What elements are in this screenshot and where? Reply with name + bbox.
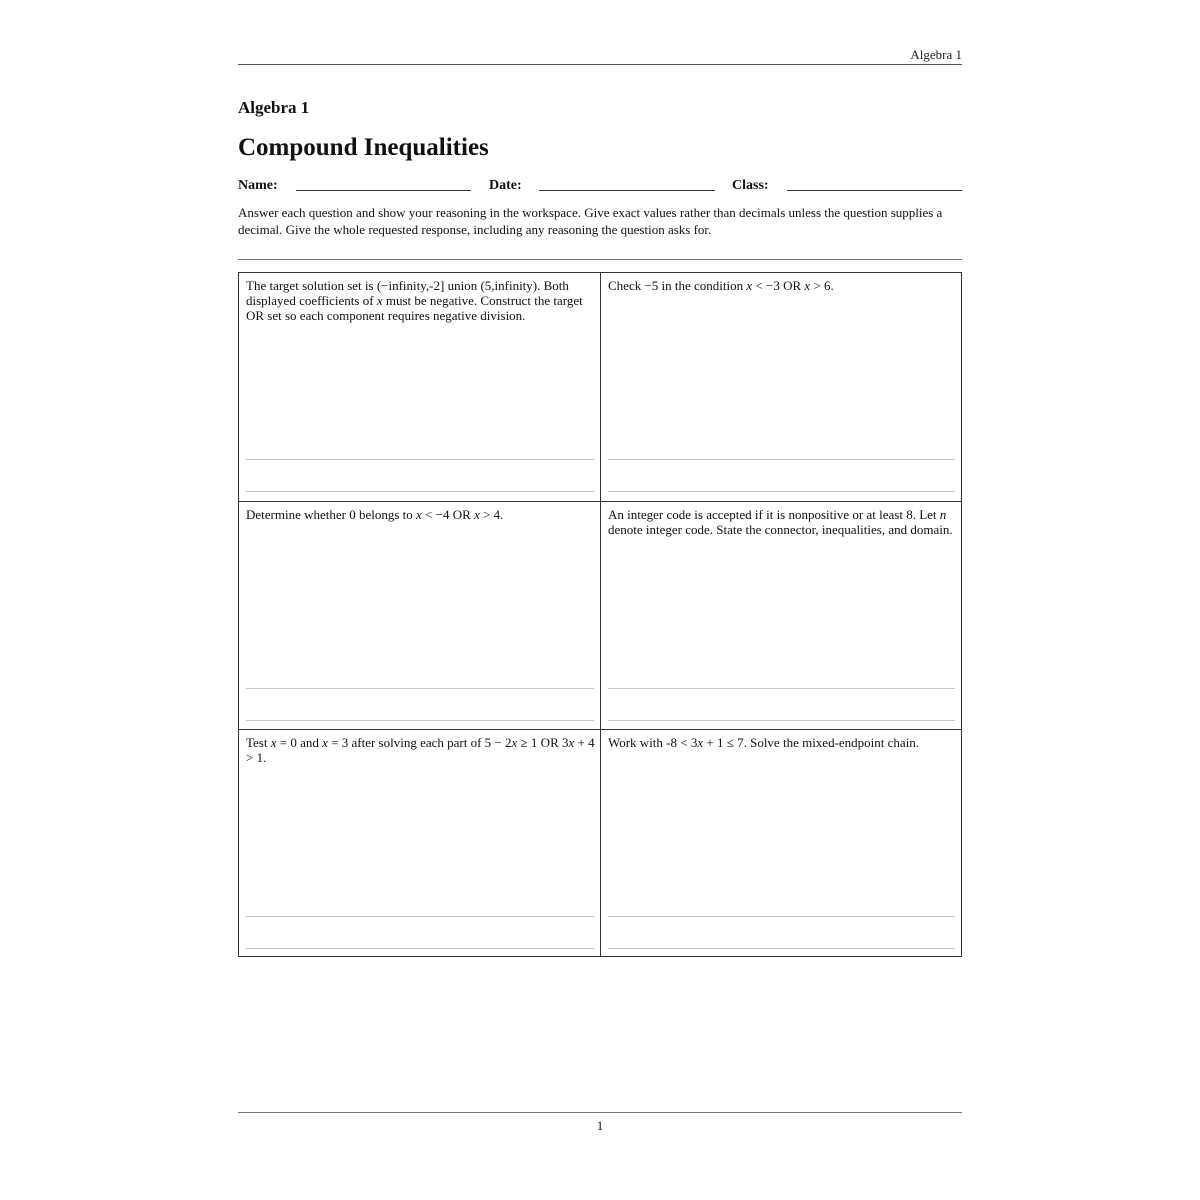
course-name: Algebra 1 bbox=[238, 98, 310, 117]
question-text-segment: + 1 ≤ 7. Solve the mixed-endpoint chain. bbox=[703, 735, 920, 750]
answer-line[interactable] bbox=[246, 491, 594, 492]
math-variable: x bbox=[697, 735, 704, 750]
class-label: Class: bbox=[732, 178, 769, 193]
question-text-segment: Determine whether 0 belongs to bbox=[246, 507, 417, 522]
question-text bbox=[608, 507, 956, 537]
question-text-segment: < −4 OR bbox=[421, 507, 475, 522]
math-variable: x bbox=[474, 507, 480, 522]
math-variable: x bbox=[416, 507, 422, 522]
question-text-segment: + 4 > 1. bbox=[246, 735, 595, 765]
answer-line[interactable] bbox=[246, 459, 594, 460]
math-variable: x bbox=[322, 735, 328, 750]
section-rule bbox=[238, 259, 962, 260]
question-text-segment: ≥ 1 OR 3 bbox=[517, 735, 569, 750]
math-variable: n bbox=[939, 507, 947, 522]
date-label: Date: bbox=[489, 178, 522, 193]
question-text-segment: Check −5 in the condition bbox=[608, 278, 747, 293]
question-cell-2 bbox=[600, 273, 962, 501]
question-text-segment: must be negative. Construct the target OR set so each component requires negative division. bbox=[246, 293, 583, 323]
math-variable: x bbox=[568, 735, 575, 750]
answer-line[interactable] bbox=[608, 720, 955, 721]
question-text-segment: > 6. bbox=[810, 278, 834, 293]
answer-line[interactable] bbox=[608, 948, 955, 949]
answer-line[interactable] bbox=[246, 948, 594, 949]
answer-line[interactable] bbox=[608, 459, 955, 460]
question-cell-4 bbox=[600, 501, 962, 729]
answer-line[interactable] bbox=[246, 688, 594, 689]
question-cell-5 bbox=[239, 729, 601, 957]
question-text-segment: > 4. bbox=[479, 507, 504, 522]
question-text bbox=[246, 278, 595, 323]
date-field[interactable] bbox=[539, 190, 715, 191]
answer-line[interactable] bbox=[608, 916, 955, 917]
running-header: Algebra 1 bbox=[910, 47, 962, 62]
question-text-segment: The target solution set is (−infinity,-2] union (5,infinity). Both displayed coefficients of bbox=[246, 278, 569, 308]
answer-line[interactable] bbox=[246, 720, 594, 721]
math-variable: x bbox=[270, 735, 277, 750]
math-variable: x bbox=[746, 278, 753, 293]
question-text-segment: denote integer code. State the connector, inequalities, and domain. bbox=[608, 522, 953, 537]
question-cell-6 bbox=[600, 729, 962, 957]
math-variable: x bbox=[511, 735, 518, 750]
question-cell-3 bbox=[239, 501, 601, 729]
question-text bbox=[246, 507, 595, 522]
instructions: Answer each question and show your reasoning in the workspace. Give exact values rather than decimals unless the question supplies a decimal. Give the whole requested response, including any reasoning the question asks for. bbox=[238, 205, 943, 237]
question-text-segment: Test bbox=[246, 735, 271, 750]
question-text-segment: < −3 OR bbox=[752, 278, 805, 293]
question-text-segment: = 3 after solving each part of 5 − 2 bbox=[327, 735, 512, 750]
question-text bbox=[608, 278, 956, 293]
worksheet-page bbox=[238, 0, 962, 1200]
question-text-segment: Work with -8 < 3 bbox=[608, 735, 698, 750]
question-text bbox=[608, 735, 956, 750]
question-text bbox=[246, 735, 595, 765]
question-text-segment: = 0 and bbox=[276, 735, 323, 750]
math-variable: x bbox=[376, 293, 383, 308]
answer-line[interactable] bbox=[608, 688, 955, 689]
name-field[interactable] bbox=[296, 190, 471, 191]
name-label: Name: bbox=[238, 178, 278, 193]
student-info-fields bbox=[238, 178, 962, 194]
question-text-segment: An integer code is accepted if it is nonpositive or at least 8. Let bbox=[608, 507, 940, 522]
page-number: 1 bbox=[596, 1118, 604, 1133]
header-rule bbox=[238, 64, 962, 65]
answer-line[interactable] bbox=[608, 491, 955, 492]
question-cell-1 bbox=[239, 273, 601, 501]
class-field[interactable] bbox=[787, 190, 962, 191]
footer-rule bbox=[238, 1112, 962, 1113]
math-variable: x bbox=[804, 278, 811, 293]
worksheet-title: Compound Inequalities bbox=[238, 134, 489, 161]
question-grid bbox=[238, 272, 962, 957]
answer-line[interactable] bbox=[246, 916, 594, 917]
